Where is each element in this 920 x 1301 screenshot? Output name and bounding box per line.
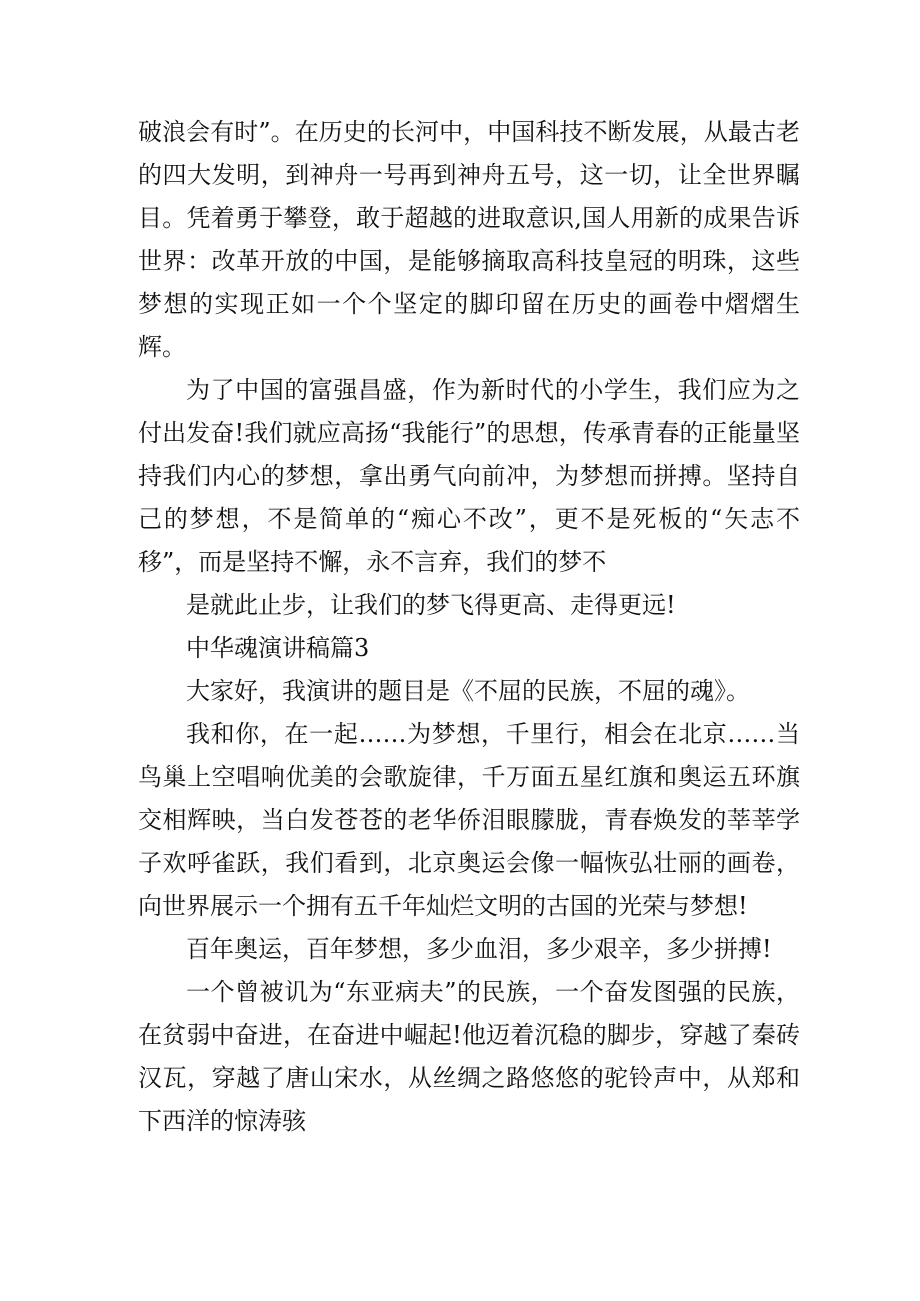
paragraph-science: 破浪会有时”。在历史的长河中，中国科技不断发展，从最古老的四大发明，到神舟一号再到神舟五号，这一切，让全世界瞩目。凭着勇于攀登，敢于超越的进取意识,国人用新的成果告诉世界：改革开放的中国，是能够摘取高科技皇冠的明珠，这些梦想的实现正如一个个坚定的脚印留在历史的画卷中熠熠生辉。: [138, 118, 800, 361]
paragraph-century-dream: 百年奥运，百年梦想，多少血泪，多少艰辛，多少拼搏!: [186, 935, 772, 963]
paragraph-olympics: 我和你，在一起……为梦想，千里行，相会在北京……当鸟巢上空唱响优美的会歌旋律，千万面五星红旗和奥运五环旗交相辉映，当白发苍苍的老华侨泪眼朦胧，青春焕发的莘莘学子欢呼雀跃，我们看到，北京奥运会像一幅恢弘壮丽的画卷，向世界展示一个拥有五千年灿烂文明的古国的光荣与梦想!: [138, 720, 800, 920]
paragraph-greeting: 大家好，我演讲的题目是《不屈的民族，不屈的魂》。: [186, 677, 750, 705]
document-body: [138, 111, 800, 1143]
paragraph-nation-rise: 一个曾被讥为“东亚病夫”的民族，一个奋发图强的民族，在贫弱中奋进，在奋进中崛起!他迈着沉稳的脚步，穿越了秦砖汉瓦，穿越了唐山宋水，从丝绸之路悠悠的驼铃声中，从郑和下西洋的惊涛骇: [138, 978, 800, 1135]
section-heading: 中华魂演讲稿篇3: [186, 634, 370, 662]
paragraph-dream-continue: 是就此止步，让我们的梦飞得更高、走得更远!: [186, 591, 676, 619]
paragraph-student-dream: 为了中国的富强昌盛，作为新时代的小学生，我们应为之付出发奋!我们就应高扬“我能行”的思想，传承青春的正能量坚持我们内心的梦想，拿出勇气向前冲，为梦想而拼搏。坚持自己的梦想，不是简单的“痴心不改”，更不是死板的“矢志不移”，而是坚持不懈，永不言弃，我们的梦不: [138, 376, 800, 576]
